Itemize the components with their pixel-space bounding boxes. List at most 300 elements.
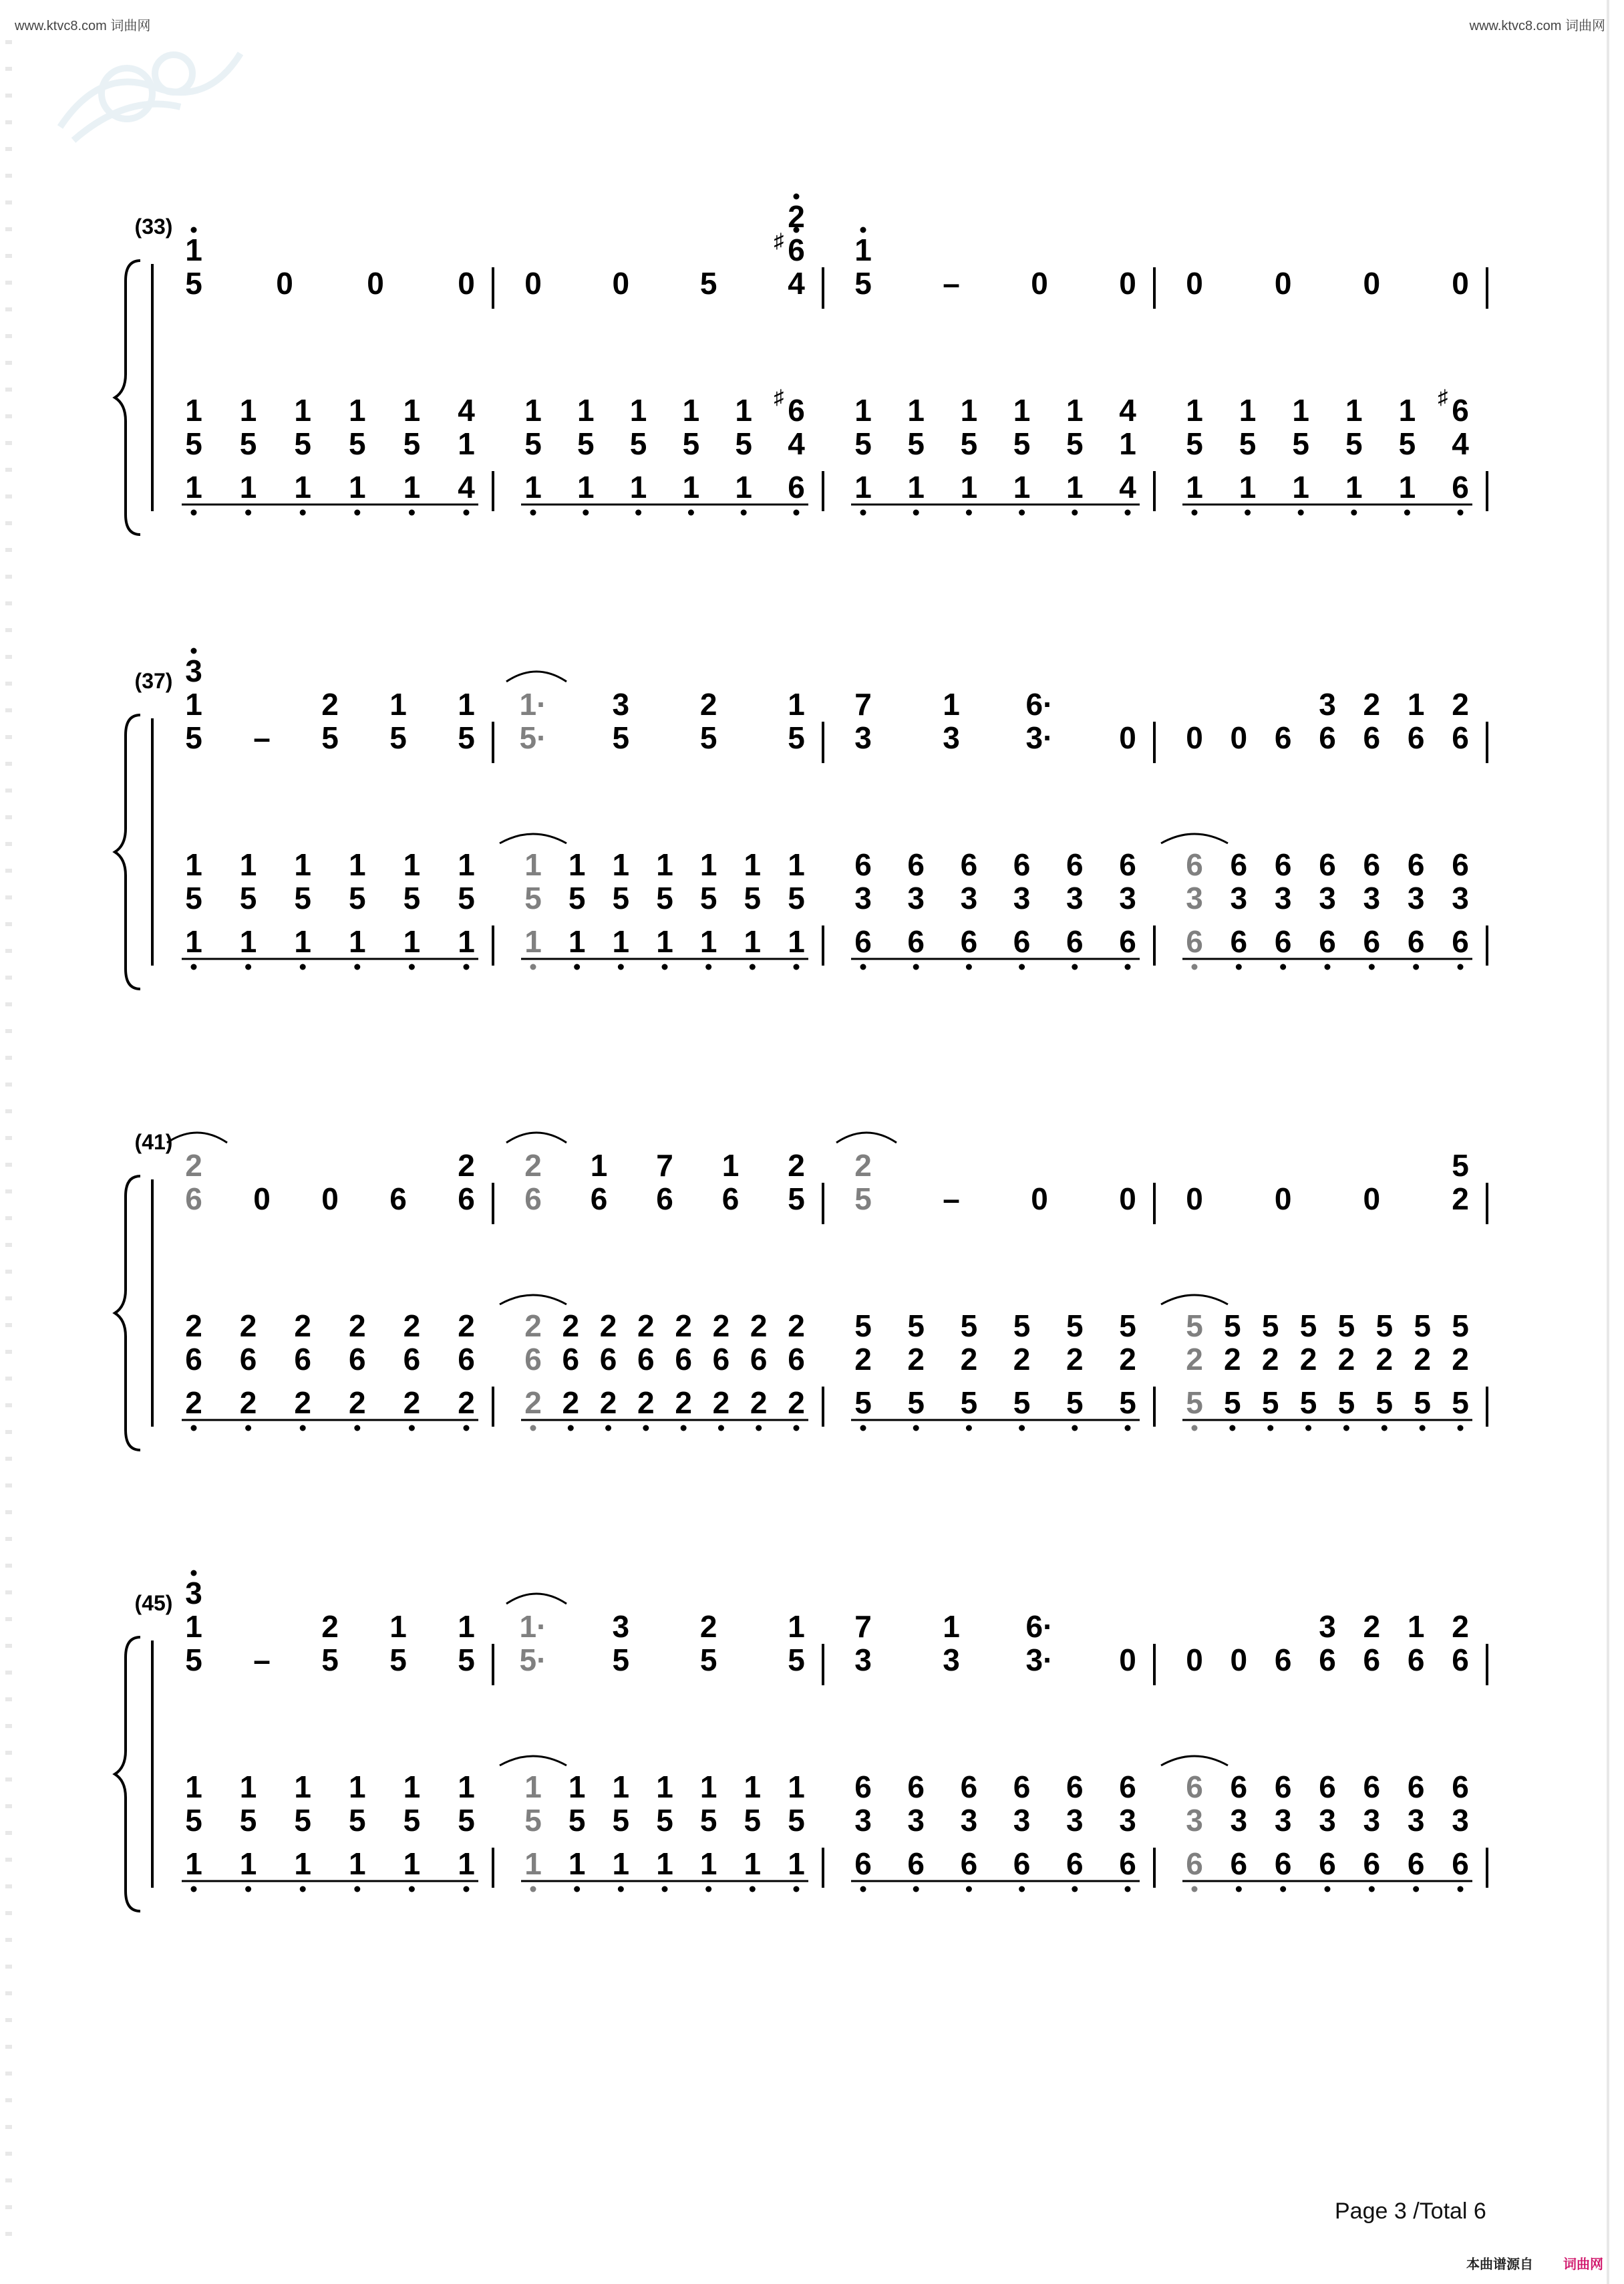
- chord-top-note: 1: [788, 847, 805, 882]
- chord-top-note: 6: [1363, 1769, 1381, 1804]
- chord-bass-note: 6: [1119, 1846, 1136, 1881]
- chord-bass-note: 1: [1292, 470, 1309, 505]
- chord-middle-note: 5: [524, 1803, 542, 1838]
- octave-dot: [794, 1425, 800, 1431]
- chord-bass-note: 1: [629, 470, 647, 505]
- chord-top-note: 6: [1013, 1769, 1031, 1804]
- melody-note: 0: [1119, 1643, 1136, 1677]
- melody-upper-note: 7: [854, 1609, 872, 1644]
- chord-bass-note: 1: [524, 470, 542, 505]
- octave-dot: [618, 964, 624, 970]
- chord-bass-note: 1: [294, 924, 311, 959]
- chord-middle-note: 5: [656, 881, 673, 915]
- chord-top-note: 1: [1239, 393, 1257, 428]
- chord-bass-note: 5: [1375, 1385, 1394, 1420]
- octave-dot: [913, 510, 919, 516]
- page-number: Page 3 /Total 6: [1335, 2198, 1486, 2224]
- chord-top-note: 1: [744, 847, 762, 882]
- chord-middle-note: 3: [1452, 881, 1469, 915]
- octave-dot: [354, 1886, 360, 1892]
- melody-note: 6: [458, 1181, 475, 1216]
- tie-arc: [506, 672, 566, 682]
- chord-bass-note: 1: [907, 470, 925, 505]
- chord-bass-note: 1: [185, 924, 202, 959]
- chord-middle-note: 6: [712, 1342, 730, 1377]
- chord-middle-note: 5: [294, 881, 311, 915]
- melody-note: 5: [699, 720, 717, 755]
- chord-top-note: 5: [1337, 1308, 1355, 1343]
- chord-bass-note: 6: [788, 470, 805, 505]
- chord-bass-note: 6: [1274, 1846, 1292, 1881]
- melody-note: 2: [1452, 1181, 1469, 1216]
- chord-bass-note: 6: [1013, 1846, 1031, 1881]
- chord-bass-note: 5: [1261, 1385, 1279, 1420]
- melody-note: 5: [854, 266, 872, 301]
- octave-dot: [568, 1425, 574, 1431]
- chord-bass-note: 1: [699, 1846, 717, 1881]
- chord-middle-note: 5: [568, 1803, 586, 1838]
- chord-bass-note: 5: [1337, 1385, 1355, 1420]
- sharp-sign: ♯: [774, 386, 784, 408]
- chord-bass-note: 6: [1319, 1846, 1336, 1881]
- chord-top-note: 1: [1013, 393, 1031, 428]
- chord-middle-note: 6: [294, 1342, 311, 1377]
- octave-dot: [794, 1886, 800, 1892]
- chord-top-note: 1: [1066, 393, 1084, 428]
- melody-upper-note: 1: [458, 687, 475, 722]
- octave-dot: [1325, 964, 1331, 970]
- chord-middle-note: 6: [349, 1342, 366, 1377]
- chord-bass-note: 6: [854, 924, 872, 959]
- octave-dot: [750, 1886, 756, 1892]
- melody-upper-note: 1·: [519, 687, 547, 722]
- chord-bass-note: 1: [185, 470, 202, 505]
- chord-bass-note: 1: [524, 1846, 542, 1881]
- chord-middle-note: 5: [629, 426, 647, 461]
- chord-bass-note: 6: [907, 924, 925, 959]
- chord-bass-note: 5: [1452, 1385, 1469, 1420]
- chord-top-note: 1: [744, 1769, 762, 1804]
- melody-upper-note: 1: [1407, 687, 1425, 722]
- octave-dot: [794, 964, 800, 970]
- octave-dot: [860, 227, 866, 233]
- chord-middle-note: 5: [744, 1803, 762, 1838]
- chord-top-note: 6: [1066, 847, 1084, 882]
- octave-dot: [1192, 964, 1198, 970]
- chord-bass-note: 6: [1407, 924, 1425, 959]
- chord-bass-note: 5: [854, 1385, 872, 1420]
- chord-top-note: 1: [458, 1769, 475, 1804]
- chord-top-note: 1: [185, 1769, 202, 1804]
- chord-middle-note: 5: [788, 1803, 805, 1838]
- octave-dot: [530, 1425, 536, 1431]
- chord-bass-note: 5: [1414, 1385, 1431, 1420]
- melody-note: 5: [185, 1643, 202, 1677]
- octave-dot: [756, 1425, 762, 1431]
- chord-middle-note: 2: [1452, 1342, 1469, 1377]
- octave-dot: [913, 964, 919, 970]
- chord-top-note: 4: [1119, 393, 1136, 428]
- octave-dot: [354, 510, 360, 516]
- chord-top-note: 1: [699, 847, 717, 882]
- chord-middle-note: 5: [458, 881, 475, 915]
- melody-upper-note: 1: [1407, 1609, 1425, 1644]
- melody-upper-note: 1: [185, 1609, 202, 1644]
- melody-upper-note: 6: [788, 233, 805, 267]
- octave-dot: [1280, 964, 1286, 970]
- chord-middle-note: 5: [1398, 426, 1416, 461]
- melody-note: 0: [1274, 1181, 1292, 1216]
- chord-middle-note: 5: [349, 1803, 366, 1838]
- chord-bass-note: 1: [788, 924, 805, 959]
- chord-middle-note: 3: [1186, 881, 1203, 915]
- chord-middle-note: 5: [568, 881, 586, 915]
- grand-staff-brace: [115, 715, 140, 989]
- sharp-sign: ♯: [774, 230, 784, 252]
- chord-middle-note: 6: [599, 1342, 617, 1377]
- chord-middle-note: 5: [907, 426, 925, 461]
- chord-bass-note: 1: [349, 1846, 366, 1881]
- octave-dot: [1192, 510, 1198, 516]
- melody-note: 6: [1407, 720, 1425, 755]
- melody-note: 5: [389, 720, 407, 755]
- octave-dot: [1413, 1886, 1419, 1892]
- chord-top-note: 2: [750, 1308, 768, 1343]
- melody-upper-note: 1: [389, 687, 407, 722]
- chord-middle-note: 6: [458, 1342, 475, 1377]
- octave-dot: [681, 1425, 687, 1431]
- chord-middle-note: 3: [1274, 1803, 1292, 1838]
- chord-middle-note: 5: [612, 881, 630, 915]
- chord-top-note: 5: [1186, 1308, 1203, 1343]
- octave-dot: [300, 1425, 306, 1431]
- chord-bass-note: 5: [1299, 1385, 1317, 1420]
- melody-upper-note: 2: [1452, 1609, 1469, 1644]
- chord-bass-note: 2: [750, 1385, 768, 1420]
- melody-note: 6: [1274, 1643, 1292, 1677]
- octave-dot: [1420, 1425, 1426, 1431]
- chord-bass-note: 2: [712, 1385, 730, 1420]
- melody-note: 5: [458, 720, 475, 755]
- octave-dot: [718, 1425, 724, 1431]
- chord-middle-note: 5: [239, 881, 257, 915]
- chord-top-note: 2: [524, 1308, 542, 1343]
- melody-upper-note: 6·: [1025, 687, 1053, 722]
- chord-bass-note: 6: [1066, 924, 1084, 959]
- chord-middle-note: 5: [458, 1803, 475, 1838]
- octave-dot: [1192, 1886, 1198, 1892]
- chord-bass-note: 5: [1066, 1385, 1084, 1420]
- octave-dot: [860, 964, 866, 970]
- melody-upper-note: 2: [1363, 687, 1381, 722]
- chord-middle-note: 1: [458, 426, 475, 461]
- chord-bass-note: 4: [1119, 470, 1136, 505]
- chord-bass-note: 2: [637, 1385, 655, 1420]
- octave-dot: [245, 1886, 251, 1892]
- tie-arc: [1161, 834, 1228, 843]
- chord-middle-note: 3: [854, 1803, 872, 1838]
- melody-upper-note: 2: [185, 1148, 202, 1183]
- chord-middle-note: 6: [185, 1342, 202, 1377]
- chord-top-note: 2: [458, 1308, 475, 1343]
- octave-dot: [354, 1425, 360, 1431]
- chord-top-note: 2: [637, 1308, 655, 1343]
- octave-dot: [1351, 510, 1357, 516]
- octave-dot: [966, 1886, 972, 1892]
- chord-bass-note: 5: [1186, 1385, 1203, 1420]
- melody-note: 5: [389, 1643, 407, 1677]
- chord-middle-note: 3: [1230, 881, 1248, 915]
- chord-middle-note: 5: [960, 426, 978, 461]
- chord-top-note: 5: [1013, 1308, 1031, 1343]
- melody-note: 0: [1119, 720, 1136, 755]
- chord-top-note: 2: [712, 1308, 730, 1343]
- melody-upper-note: 3: [612, 687, 630, 722]
- chord-bass-note: 6: [1452, 1846, 1469, 1881]
- octave-dot: [191, 1886, 197, 1892]
- chord-top-note: 1: [577, 393, 595, 428]
- melody-note: 4: [788, 266, 805, 301]
- grand-staff-brace: [115, 1637, 140, 1911]
- chord-middle-note: 3: [1013, 1803, 1031, 1838]
- melody-note: 5: [185, 720, 202, 755]
- octave-dot: [794, 194, 800, 200]
- chord-middle-note: 3: [1363, 1803, 1381, 1838]
- chord-middle-note: 5: [403, 426, 421, 461]
- chord-middle-note: 3: [854, 881, 872, 915]
- melody-note: 6: [721, 1181, 740, 1216]
- chord-top-note: 5: [1224, 1308, 1241, 1343]
- chord-bass-note: 1: [612, 924, 630, 959]
- chord-middle-note: 2: [1119, 1342, 1136, 1377]
- melody-note: 3: [943, 720, 960, 755]
- chord-bass-note: 1: [744, 1846, 762, 1881]
- chord-top-note: 1: [458, 847, 475, 882]
- chord-middle-note: 6: [750, 1342, 768, 1377]
- chord-middle-note: 5: [185, 881, 202, 915]
- melody-note: 5·: [519, 1643, 547, 1677]
- chord-middle-note: 5: [699, 881, 717, 915]
- chord-middle-note: 2: [1066, 1342, 1084, 1377]
- chord-middle-note: 5: [239, 1803, 257, 1838]
- chord-middle-note: 6: [524, 1342, 542, 1377]
- chord-top-note: 6: [1186, 1769, 1203, 1804]
- melody-note: 6: [389, 1181, 407, 1216]
- chord-middle-note: 4: [788, 426, 805, 461]
- chord-middle-note: 3: [1066, 1803, 1084, 1838]
- chord-top-note: 1: [699, 1769, 717, 1804]
- melody-note: 0: [1119, 1181, 1136, 1216]
- octave-dot: [530, 964, 536, 970]
- octave-dot: [191, 510, 197, 516]
- chord-middle-note: 5: [349, 881, 366, 915]
- chord-top-note: 6: [960, 847, 978, 882]
- melody-upper-note: 1: [788, 687, 805, 722]
- melody-note: 5: [612, 720, 630, 755]
- octave-dot: [966, 510, 972, 516]
- chord-top-note: 6: [1363, 847, 1381, 882]
- chord-middle-note: 2: [1013, 1342, 1031, 1377]
- chord-top-note: 2: [294, 1308, 311, 1343]
- chord-bass-note: 1: [568, 1846, 586, 1881]
- chord-bass-note: 1: [239, 1846, 257, 1881]
- octave-dot: [245, 1425, 251, 1431]
- melody-upper-note: 2: [1452, 687, 1469, 722]
- melody-upper-note: 2: [788, 1148, 805, 1183]
- chord-bass-note: 6: [960, 924, 978, 959]
- chord-bass-note: 1: [656, 924, 673, 959]
- chord-top-note: 1: [1292, 393, 1309, 428]
- melody-note: –: [253, 1643, 271, 1677]
- chord-top-note: 1: [349, 1769, 366, 1804]
- melody-upper-note: 1: [458, 1609, 475, 1644]
- octave-dot: [1343, 1425, 1349, 1431]
- melody-note: 3·: [1025, 1643, 1053, 1677]
- chord-top-note: 6: [1407, 1769, 1425, 1804]
- chord-middle-note: 5: [1066, 426, 1084, 461]
- chord-top-note: 6: [1066, 1769, 1084, 1804]
- chord-top-note: 1: [294, 1769, 311, 1804]
- chord-top-note: 1: [185, 393, 202, 428]
- octave-dot: [860, 1886, 866, 1892]
- chord-middle-note: 6: [637, 1342, 655, 1377]
- octave-dot: [1019, 1886, 1025, 1892]
- tie-arc: [1161, 1295, 1228, 1304]
- tie-arc: [500, 1756, 566, 1765]
- octave-dot: [966, 1425, 972, 1431]
- melody-note: 3: [854, 1643, 872, 1677]
- header-site-left: www.ktvc8.com 词曲网: [15, 19, 151, 33]
- chord-top-note: 5: [854, 1308, 872, 1343]
- octave-dot: [1458, 510, 1464, 516]
- chord-top-note: 5: [1299, 1308, 1317, 1343]
- melody-note: 5: [788, 1643, 805, 1677]
- chord-bass-note: 2: [524, 1385, 542, 1420]
- octave-dot: [1229, 1425, 1235, 1431]
- melody-note: –: [943, 266, 960, 301]
- chord-middle-note: 5: [403, 1803, 421, 1838]
- chord-top-note: 6: [854, 847, 872, 882]
- chord-top-note: 6: [1274, 1769, 1292, 1804]
- chord-top-note: 1: [349, 847, 366, 882]
- octave-dot: [860, 510, 866, 516]
- chord-top-note: 6: [1230, 1769, 1248, 1804]
- grand-staff-brace: [115, 261, 140, 535]
- chord-top-note: 1: [239, 847, 257, 882]
- melody-top-note: 2: [788, 199, 805, 234]
- chord-top-note: 1: [239, 1769, 257, 1804]
- chord-middle-note: 5: [854, 426, 872, 461]
- chord-middle-note: 6: [239, 1342, 257, 1377]
- chord-top-note: 1: [524, 393, 542, 428]
- melody-note: 0: [321, 1181, 339, 1216]
- octave-dot: [191, 964, 197, 970]
- melody-upper-note: 1: [943, 1609, 960, 1644]
- octave-dot: [1369, 1886, 1375, 1892]
- chord-middle-note: 3: [1230, 1803, 1248, 1838]
- octave-dot: [464, 964, 470, 970]
- octave-dot: [750, 964, 756, 970]
- chord-middle-note: 5: [682, 426, 700, 461]
- octave-dot: [741, 510, 747, 516]
- melody-note: 6: [1452, 1643, 1469, 1677]
- chord-top-note: 2: [239, 1308, 257, 1343]
- octave-dot: [794, 510, 800, 516]
- chord-top-note: 4: [458, 393, 475, 428]
- measure-number: (41): [134, 1130, 173, 1154]
- octave-dot: [245, 510, 251, 516]
- chord-bass-note: 1: [1398, 470, 1416, 505]
- octave-dot: [583, 510, 589, 516]
- chord-middle-note: 3: [907, 1803, 925, 1838]
- chord-bass-note: 5: [960, 1385, 978, 1420]
- octave-dot: [635, 510, 641, 516]
- melody-note: 0: [367, 266, 384, 301]
- octave-dot: [1413, 964, 1419, 970]
- chord-bass-note: 1: [1013, 470, 1031, 505]
- chord-top-note: 1: [629, 393, 647, 428]
- melody-upper-note: 3: [612, 1609, 630, 1644]
- melody-upper-note: 1: [185, 687, 202, 722]
- melody-upper-note: 1: [185, 233, 202, 267]
- chord-top-note: 2: [403, 1308, 421, 1343]
- chord-bass-note: 5: [1119, 1385, 1136, 1420]
- melody-upper-note: 1: [788, 1609, 805, 1644]
- melody-note: 3: [854, 720, 872, 755]
- octave-dot: [1245, 510, 1251, 516]
- chord-middle-note: 2: [1414, 1342, 1431, 1377]
- melody-note: –: [943, 1181, 960, 1216]
- melody-note: 6: [185, 1181, 202, 1216]
- chord-top-note: 6: [1452, 393, 1469, 428]
- tie-arc: [506, 1594, 566, 1604]
- chord-bass-note: 2: [675, 1385, 692, 1420]
- melody-note: 6: [1319, 1643, 1336, 1677]
- chord-middle-note: 5: [524, 426, 542, 461]
- octave-dot: [1404, 510, 1410, 516]
- melody-top-note: 3: [185, 1576, 202, 1610]
- chord-middle-note: 5: [185, 1803, 202, 1838]
- chord-bass-note: 6: [1407, 1846, 1425, 1881]
- chord-top-note: 5: [1452, 1308, 1469, 1343]
- chord-middle-note: 2: [1261, 1342, 1279, 1377]
- chord-bass-note: 6: [854, 1846, 872, 1881]
- melody-note: 5: [699, 1643, 717, 1677]
- chord-top-note: 1: [349, 393, 366, 428]
- chord-middle-note: 3: [1186, 1803, 1203, 1838]
- octave-dot: [1072, 964, 1078, 970]
- chord-top-note: 2: [185, 1308, 202, 1343]
- octave-dot: [530, 1886, 536, 1892]
- chord-bass-note: 6: [907, 1846, 925, 1881]
- melody-note: 5: [854, 1181, 872, 1216]
- chord-bass-note: 1: [744, 924, 762, 959]
- octave-dot: [191, 1425, 197, 1431]
- chord-bass-note: 1: [403, 1846, 421, 1881]
- octave-dot: [688, 510, 694, 516]
- chord-middle-note: 3: [1066, 881, 1084, 915]
- melody-note: 0: [1230, 720, 1248, 755]
- chord-middle-note: 5: [524, 881, 542, 915]
- chord-bass-note: 1: [854, 470, 872, 505]
- chord-top-note: 1: [1186, 393, 1203, 428]
- chord-top-note: 2: [788, 1308, 805, 1343]
- octave-dot: [1298, 510, 1304, 516]
- chord-middle-note: 2: [1337, 1342, 1355, 1377]
- chord-top-note: 1: [682, 393, 700, 428]
- melody-note: 5: [321, 720, 339, 755]
- chord-bass-note: 2: [185, 1385, 202, 1420]
